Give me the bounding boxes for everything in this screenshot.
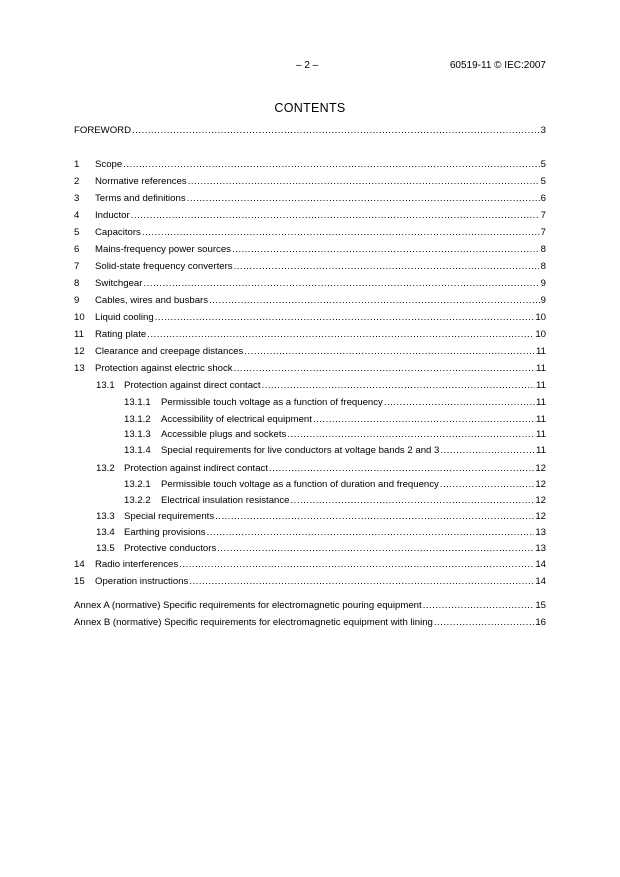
toc-leader-dots [291,494,535,508]
toc-entry-title: Accessible plugs and sockets [161,429,287,440]
toc-entry-number: 13.2 [96,463,115,474]
toc-leader-dots [434,616,534,630]
toc-entry-number: 1 [74,159,80,170]
toc-entry-page: 11 [536,414,546,425]
toc-entry[interactable] [74,510,546,524]
toc-entry-number: 13.1.1 [124,397,151,408]
toc-leader-dots [234,260,540,274]
toc-entry-page: 7 [540,227,546,238]
toc-entry-page: 11 [536,380,546,391]
toc-entry-page: 10 [535,329,546,340]
toc-entry-number: 15 [74,576,85,587]
toc-entry[interactable] [74,462,546,476]
toc-entry[interactable] [74,526,546,540]
toc-entry-title: Capacitors [95,227,141,238]
toc-entry[interactable] [74,413,546,427]
toc-entry-page: 15 [535,600,546,611]
toc-leader-dots [440,444,535,458]
toc-entry-title: Liquid cooling [95,312,154,323]
page-number: – 2 – [296,60,319,71]
toc-entry-page: 11 [536,346,546,357]
toc-entry-page: 12 [535,463,546,474]
toc-entry-title: Cables, wires and busbars [95,295,209,306]
toc-leader-dots [232,243,540,257]
toc-entry-page: 7 [540,210,546,221]
toc-entry-title: Special requirements for live conductors at voltage bands 2 and 3 [161,445,440,456]
toc-entry-page: 6 [540,193,546,204]
toc-leader-dots [147,328,534,342]
toc-leader-dots [132,124,540,138]
toc-entry-number: 13.2.2 [124,495,151,506]
toc-leader-dots [217,542,534,556]
toc-entry[interactable] [74,542,546,556]
toc-entry[interactable] [74,294,546,308]
toc-entry-page: 11 [536,429,546,440]
toc-entry[interactable] [74,478,546,492]
toc-entry[interactable] [74,226,546,240]
toc-entry-title: Annex A (normative) Specific requirements for electromagnetic pouring equipment [74,600,422,611]
toc-entry-title: Protection against direct contact [124,380,261,391]
toc-entry-title: Annex B (normative) Specific requirements for electromagnetic equipment with lining [74,617,433,628]
toc-entry-page: 16 [535,617,546,628]
toc-leader-dots [244,345,535,359]
toc-entry-title: Rating plate [95,329,147,340]
toc-entry[interactable] [74,396,546,410]
toc-leader-dots [207,526,535,540]
toc-entry-page: 10 [535,312,546,323]
toc-leader-dots [423,599,535,613]
toc-entry-title: Protection against indirect contact [124,463,268,474]
toc-entry[interactable] [74,494,546,508]
toc-leader-dots [187,192,540,206]
toc-entry-title: Mains-frequency power sources [95,244,231,255]
toc-entry[interactable] [74,599,546,613]
toc-entry[interactable] [74,558,546,572]
toc-entry-page: 5 [540,159,546,170]
toc-entry[interactable] [74,209,546,223]
toc-entry-page: 9 [540,295,546,306]
toc-entry-number: 2 [74,176,80,187]
toc-entry-page: 11 [536,363,546,374]
toc-leader-dots [188,175,540,189]
toc-entry-page: 8 [540,261,546,272]
toc-leader-dots [313,413,535,427]
toc-entry-number: 13.1.2 [124,414,151,425]
toc-entry-page: 9 [540,278,546,289]
toc-leader-dots [215,510,534,524]
toc-entry[interactable] [74,158,546,172]
toc-entry-page: 13 [535,527,546,538]
toc-leader-dots [269,462,534,476]
toc-entry-number: 13.2.1 [124,479,151,490]
toc-entry-page: 13 [535,543,546,554]
standard-reference: 60519-11 © IEC:2007 [449,60,546,71]
toc-entry-page: 12 [535,479,546,490]
toc-entry[interactable] [74,428,546,442]
toc-entry-number: 8 [74,278,80,289]
toc-entry-title: Permissible touch voltage as a function of frequency [161,397,383,408]
toc-entry-number: 14 [74,559,85,570]
toc-entry-title: Operation instructions [95,576,189,587]
toc-entry[interactable] [74,362,546,376]
toc-entry-page: 14 [535,559,546,570]
toc-entry-page: 11 [536,397,546,408]
toc-entry[interactable] [74,311,546,325]
toc-entry-title: Radio interferences [95,559,179,570]
toc-entry-number: 6 [74,244,80,255]
toc-entry-page: 12 [535,495,546,506]
toc-leader-dots [179,558,534,572]
toc-leader-dots [287,428,535,442]
toc-entry-number: 13.5 [96,543,115,554]
toc-entry-number: 13.1 [96,380,115,391]
toc-entry-title: Electrical insulation resistance [161,495,290,506]
toc-entry-number: 3 [74,193,80,204]
toc-leader-dots [123,158,539,172]
toc-leader-dots [131,209,540,223]
toc-entry-title: Accessibility of electrical equipment [161,414,312,425]
toc-entry-number: 13.1.4 [124,445,151,456]
toc-leader-dots [234,362,535,376]
toc-entry-title: FOREWORD [74,125,132,136]
toc-entry-number: 13.4 [96,527,115,538]
toc-entry-page: 3 [540,125,546,136]
toc-entry-number: 13.3 [96,511,115,522]
toc-leader-dots [142,226,540,240]
toc-entry-number: 13.1.3 [124,429,151,440]
toc-entry-page: 8 [540,244,546,255]
toc-entry[interactable] [74,277,546,291]
toc-leader-dots [143,277,539,291]
toc-entry-title: Protection against electric shock [95,363,233,374]
toc-entry-title: Solid-state frequency converters [95,261,233,272]
toc-entry[interactable] [74,379,546,393]
toc-entry[interactable] [74,124,546,138]
toc-entry-page: 14 [535,576,546,587]
toc-entry[interactable] [74,616,546,630]
toc-entry-page: 5 [540,176,546,187]
toc-leader-dots [384,396,535,410]
toc-entry-title: Normative references [95,176,187,187]
toc-entry[interactable] [74,328,546,342]
toc-entry-number: 4 [74,210,80,221]
toc-entry-title: Terms and definitions [95,193,186,204]
toc-entry[interactable] [74,575,546,589]
toc-entry-number: 10 [74,312,85,323]
toc-entry-title: Switchgear [95,278,143,289]
toc-entry-title: Earthing provisions [124,527,206,538]
toc-entry-page: 12 [535,511,546,522]
toc-entry-number: 7 [74,261,80,272]
toc-entry[interactable] [74,444,546,458]
toc-entry[interactable] [74,175,546,189]
toc-leader-dots [155,311,535,325]
toc-entry-number: 12 [74,346,85,357]
toc-leader-dots [440,478,534,492]
toc-entry-title: Special requirements [124,511,215,522]
toc-entry-title: Scope [95,159,123,170]
toc-entry-number: 11 [74,329,84,340]
toc-entry-title: Permissible touch voltage as a function of duration and frequency [161,479,439,490]
toc-entry-title: Inductor [95,210,130,221]
page-title: CONTENTS [274,101,346,115]
toc-entry-page: 11 [536,445,546,456]
toc-entry-title: Protective conductors [124,543,217,554]
toc-entry-number: 5 [74,227,80,238]
toc-entry[interactable] [74,345,546,359]
toc-entry[interactable] [74,243,546,257]
toc-entry-number: 13 [74,363,85,374]
toc-leader-dots [189,575,534,589]
toc-entry-title: Clearance and creepage distances [95,346,244,357]
toc-entry[interactable] [74,260,546,274]
toc-leader-dots [262,379,536,393]
toc-entry[interactable] [74,192,546,206]
toc-entry-number: 9 [74,295,80,306]
toc-leader-dots [209,294,540,308]
